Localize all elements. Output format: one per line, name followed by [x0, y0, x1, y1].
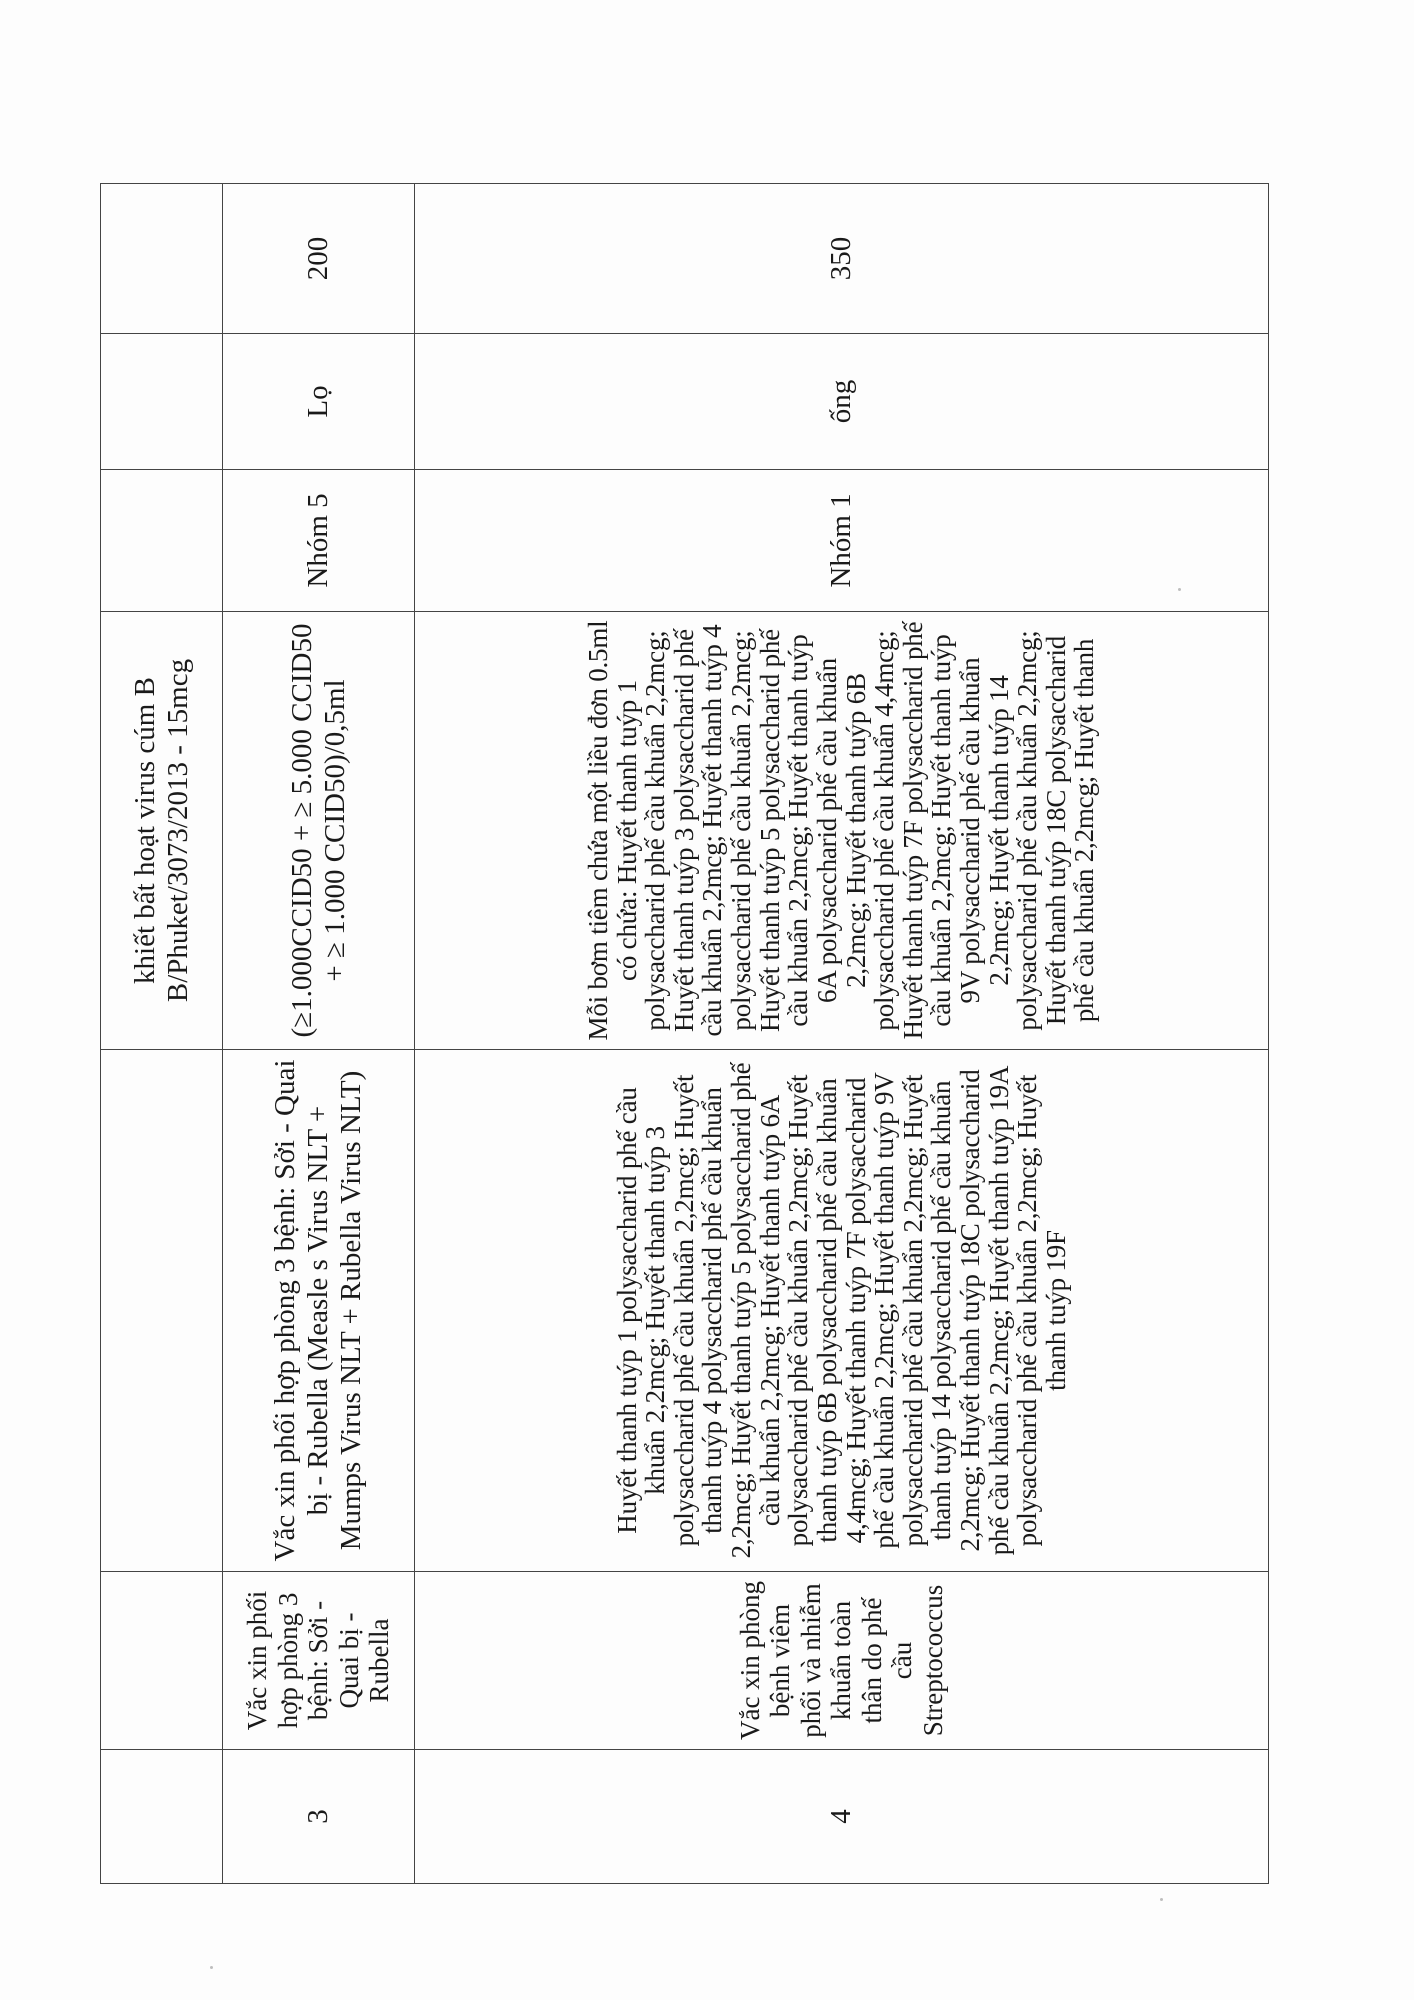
scan-speck [1160, 1898, 1163, 1901]
so-luong-cell: 200 [223, 184, 415, 334]
table-row [415, 184, 1269, 1884]
table-row [101, 184, 223, 1884]
ten-cell: Vắc xin phòng bệnh viêm phổi và nhiễm khuẩn toàn thân do phế cầu Streptococcus [415, 1572, 1269, 1750]
thanh-phan-cell: Vắc xin phối hợp phòng 3 bệnh: Sởi - Quai bị - Rubella (Measle s Virus NLT + Mumps Virus NLT + Rubella Virus NLT) [223, 1050, 415, 1572]
stt-cell: 3 [223, 1750, 415, 1884]
ham-luong-cell: Mỗi bơm tiêm chứa một liều đơn 0.5ml có chứa: Huyết thanh tuýp 1 polysaccharid phế cầu khuẩn 2,2mcg; Huyết thanh tuýp 3 polysaccharid phế cầu khuẩn 2,2mcg; Huyết thanh tuýp 4 polysaccharid phế cầu khuẩn 2,2mcg; Huyết thanh tuýp 5 polysaccharid phế cầu khuẩn 2,2mcg; Huyết thanh tuýp 6A polysaccharid phế cầu khuẩn 2,2mcg; Huyết thanh tuýp 6B polysaccharid phế cầu khuẩn 4,4mcg; Huyết thanh tuýp 7F polysaccharid phế cầu khuẩn 2,2mcg; Huyết thanh tuýp 9V polysaccharid phế cầu khuẩn 2,2mcg; Huyết thanh tuýp 14 polysaccharid phế cầu khuẩn 2,2mcg; Huyết thanh tuýp 18C polysaccharid phế cầu khuẩn 2,2mcg; Huyết thanh [415, 612, 1269, 1050]
nhom-cell [101, 470, 223, 612]
so-luong-cell: 350 [415, 184, 1269, 334]
dvt-cell [101, 334, 223, 470]
scan-speck [210, 1966, 213, 1969]
thanh-phan-cell [101, 1050, 223, 1572]
stt-cell: 4 [415, 1750, 1269, 1884]
table-row [223, 184, 415, 1884]
nhom-cell: Nhóm 1 [415, 470, 1269, 612]
ten-cell [101, 1572, 223, 1750]
rotated-table-container [100, 184, 1268, 1884]
stt-cell [101, 1750, 223, 1884]
scan-speck [1178, 588, 1181, 591]
ten-cell: Vắc xin phối hợp phòng 3 bệnh: Sởi - Quai bị - Rubella [223, 1572, 415, 1750]
vaccine-table [100, 183, 1269, 1884]
thanh-phan-cell: Huyết thanh tuýp 1 polysaccharid phế cầu khuẩn 2,2mcg; Huyết thanh tuýp 3 polysaccharid phế cầu khuẩn 2,2mcg; Huyết thanh tuýp 4 polysaccharid phế cầu khuẩn 2,2mcg; Huyết thanh tuýp 5 polysaccharid phế cầu khuẩn 2,2mcg; Huyết thanh tuýp 6A polysaccharid phế cầu khuẩn 2,2mcg; Huyết thanh tuýp 6B polysaccharid phế cầu khuẩn 4,4mcg; Huyết thanh tuýp 7F polysaccharid phế cầu khuẩn 2,2mcg; Huyết thanh tuýp 9V polysaccharid phế cầu khuẩn 2,2mcg; Huyết thanh tuýp 14 polysaccharid phế cầu khuẩn 2,2mcg; Huyết thanh tuýp 18C polysaccharid phế cầu khuẩn 2,2mcg; Huyết thanh tuýp 19A polysaccharid phế cầu khuẩn 2,2mcg; Huyết thanh tuýp 19F [415, 1050, 1269, 1572]
ham-luong-cell: khiết bất hoạt virus cúm B B/Phuket/3073/2013 - 15mcg [101, 612, 223, 1050]
so-luong-cell [101, 184, 223, 334]
dvt-cell: ống [415, 334, 1269, 470]
dvt-cell: Lọ [223, 334, 415, 470]
ham-luong-cell: (≥1.000CCID50 + ≥ 5.000 CCID50 + ≥ 1.000 CCID50)/0,5ml [223, 612, 415, 1050]
nhom-cell: Nhóm 5 [223, 470, 415, 612]
